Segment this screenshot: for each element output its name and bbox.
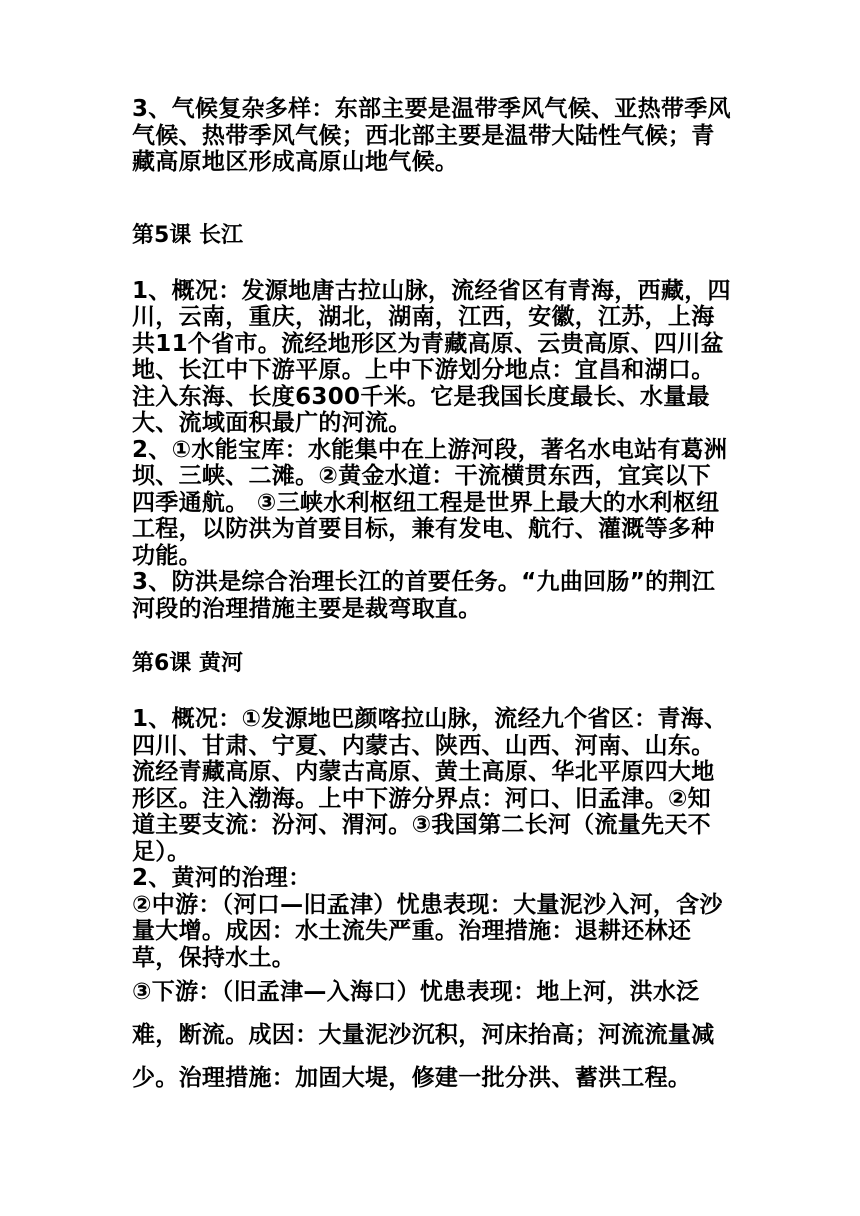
spacer [132, 250, 732, 278]
lesson5-overview: 1、概况：发源地唐古拉山脉，流经省区有青海，西藏，四川，云南，重庆，湖北，湖南，江西，安徽，江苏，上海共11个省市。流经地形区为青藏高原、云贵高原、四川盆地、长江中下游平原。上中下游划分地点：宜昌和湖口。注入东海、长度6300千米。它是我国长度最长、水量最大、流域面积最广的河流。 [132, 277, 731, 436]
lesson5-hydropower: 2、①水能宝库：水能集中在上游河段，著名水电站有葛洲坝、三峡、二滩。②黄金水道：干流横贯东西，宜宾以下四季通航。 ③三峡水利枢纽工程是世界上最大的水利枢纽工程，以防洪为首要目标，兼有发电、航行、灌溉等多种功能。 [132, 436, 728, 569]
lesson5-title: 第5课 长江 [132, 222, 243, 248]
lesson6-lower-reach: ③下游：（旧孟津—入海口）忧患表现：地上河，洪水泛难，断流。成因：大量泥沙沉积，河床抬高；河流流量减少。治理措施：加固大堤，修建一批分洪、蓄洪工程。 [132, 979, 715, 1091]
lesson6-title: 第6课 黄河 [132, 651, 243, 676]
spacer [132, 678, 732, 706]
lesson6-governance-title: 2、黄河的治理： [132, 865, 312, 891]
spacer [132, 176, 732, 222]
lesson6-overview: 1、概况：①发源地巴颜喀拉山脉，流经九个省区：青海、四川、甘肃、宁夏、内蒙古、陕西、山西、河南、山东。流经青藏高原、内蒙古高原、黄土高原、华北平原四大地形区。注入渤海。上中下游分界点：河口、旧孟津。②知道主要支流：汾河、渭河。③我国第二长河（流量先天不足）。 [132, 706, 728, 865]
lesson6-middle-reach: ②中游：（河口—旧孟津）忧患表现：大量泥沙入河，含沙量大增。成因：水土流失严重。治理措施：退耕还林还草，保持水土。 [132, 891, 723, 971]
climate-paragraph: 3、气候复杂多样：东部主要是温带季风气候、亚热带季风气候、热带季风气候；西北部主要是温带大陆性气候；青藏高原地区形成高原山地气候。 [132, 96, 731, 175]
document-page [132, 96, 732, 1100]
spacer [132, 622, 732, 650]
lesson5-flood-control: 3、防洪是综合治理长江的首要任务。“九曲回肠”的荆江河段的治理措施主要是裁弯取直。 [132, 569, 716, 622]
